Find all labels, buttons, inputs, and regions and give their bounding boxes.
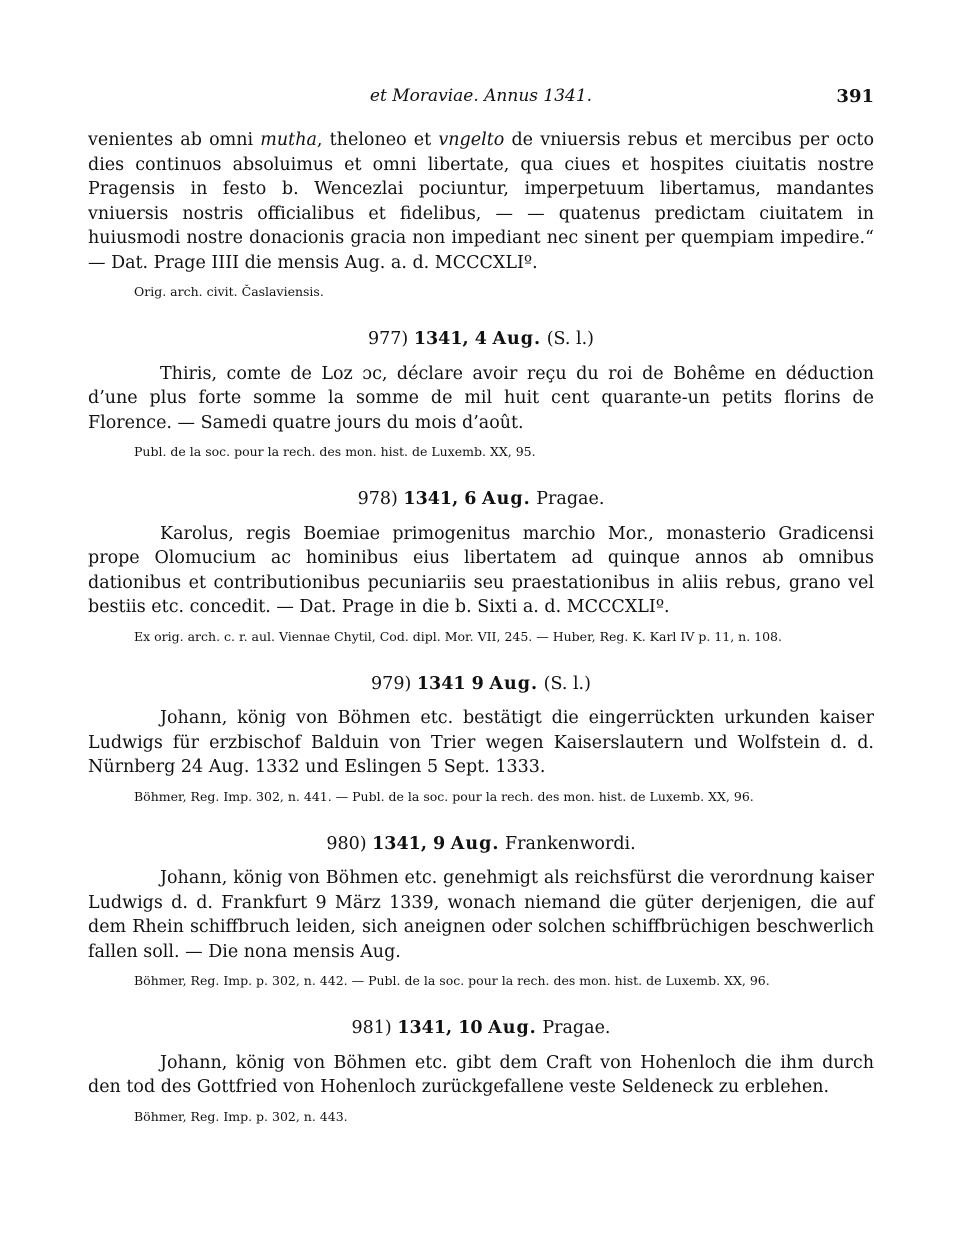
term-mutha: mutha	[260, 130, 317, 150]
entry-heading: 978) 1341, 6 Aug. Pragae.	[357, 489, 605, 509]
entry-981	[88, 1016, 874, 1126]
entry-977	[88, 327, 874, 461]
entry-text: Karolus, regis Boemiae primogenitus marchio Mor., monasterio Gradicensi prope Olomucium ac hominibus eius libertatem ad quinque annos ab omnibus dationibus et contributionibus pecuniariis seu praestationibus in aliis rebus, grano vel bestiis etc. concedit. — Dat. Prage in die b. Sixti a. d. MCCCXLIº.	[88, 523, 874, 617]
entry-text: Johann, könig von Böhmen etc. genehmigt als reichsfürst die verordnung kaiser Ludwigs d. d. Frankfurt 9 März 1339, wonach niemand die güter derjenigen, die auf dem Rhein schiffbruch leiden, sich aneignen oder solchen schiffbrüchigen beschwerlich fallen soll. — Die nona mensis Aug.	[88, 868, 874, 962]
term-vngelto: vngelto	[438, 130, 505, 150]
entry-978	[88, 487, 874, 646]
entry-source: Ex orig. arch. c. r. aul. Viennae Chytil, Cod. dipl. Mor. VII, 245. — Huber, Reg. K. Karl IV p. 11, n. 108.	[134, 628, 782, 644]
entry-text: Johann, könig von Böhmen etc. bestätigt die eingerrückten urkunden kaiser Ludwigs für erzbischof Balduin von Trier wegen Kaiserslautern und Wolfstein d. d. Nürnberg 24 Aug. 1332 und Eslingen 5 Sept. 1333.	[88, 708, 874, 777]
entry-980	[88, 832, 874, 991]
entry-heading: 981) 1341, 10 Aug. Pragae.	[351, 1018, 611, 1038]
entry-heading: 980) 1341, 9 Aug. Frankenwordi.	[326, 833, 636, 854]
page-number: 391	[836, 86, 874, 107]
page-body	[88, 128, 874, 1126]
running-head: et Moraviae. Annus 1341.	[369, 86, 593, 106]
entry-source: Böhmer, Reg. Imp. p. 302, n. 442. — Publ. de la soc. pour la rech. des mon. hist. de Luxemb. XX, 96.	[134, 973, 770, 988]
entry-text: Johann, könig von Böhmen etc. gibt dem Craft von Hohenloch die ihm durch den tod des Gottfried von Hohenloch zurückgefallene veste Seldeneck zu erblehen.	[88, 1052, 874, 1097]
page-header	[88, 86, 874, 116]
entry-source: Böhmer, Reg. Imp. p. 302, n. 443.	[134, 1108, 348, 1124]
continuation-text: venientes ab omni mutha, theloneo et vngelto de vniuersis rebus et mercibus per octo dies continuos absoluimus et omni libertate, qua ciues et hospites ciuitatis nostre Pragensis in festo b. Wencezlai pociuntur, imperpetuum libertamus, mandantes vniuersis nostris officialibus et fidelibus, — — quatenus predictam ciuitatem in huiusmodi nostre donacionis gracia non impediant nec sinent per quempiam impedire.“ — Dat. Prage IIII die mensis Aug. a. d. MCCCXLIº.	[88, 130, 874, 273]
entry-heading: 979) 1341 9 Aug. (S. l.)	[371, 673, 591, 694]
continuation-source: Orig. arch. civit. Časlaviensis.	[134, 284, 324, 299]
entry-source: Böhmer, Reg. Imp. 302, n. 441. — Publ. de la soc. pour la rech. des mon. hist. de Luxemb. XX, 96.	[134, 788, 754, 804]
entry-text: Thiris, comte de Loz ɔc, déclare avoir reçu du roi de Bohême en déduction d’une plus forte somme la somme de mil huit cent quarante-un petits florins de Florence. — Samedi quatre jours du mois d’août.	[88, 363, 874, 433]
entry-979	[88, 672, 874, 806]
entry-source: Publ. de la soc. pour la rech. des mon. hist. de Luxemb. XX, 95.	[134, 444, 536, 459]
entry-heading: 977) 1341, 4 Aug. (S. l.)	[368, 329, 594, 349]
